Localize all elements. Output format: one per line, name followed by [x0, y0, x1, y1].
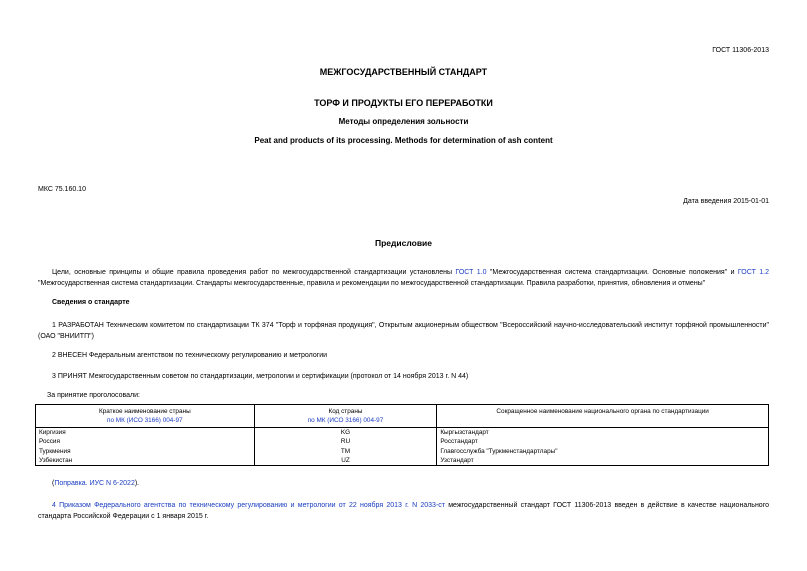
order-link[interactable]: 4 Приказом Федерального агентства по техническому регулированию и метрологии от 22 ноября 2013 г. N 2033-ст	[52, 502, 445, 509]
cell-code: TM	[254, 447, 437, 456]
cell-code: UZ	[254, 456, 437, 466]
cell-country: Киргизия	[36, 428, 255, 438]
header-code	[254, 405, 437, 428]
header-country	[36, 405, 255, 428]
header-country-link[interactable]: по МК (ИСО 3166) 004-97	[107, 417, 183, 424]
header-organ-text: Сокращенное наименование национального органа по стандартизации	[496, 408, 709, 415]
foreword-text: "Межгосударственная система стандартизации. Стандарты межгосударственные, правила и рекомендации по межгосударственной стандартизации. Правила разработки, принятия, обновления и отмены"	[38, 280, 706, 287]
item-1-developed: 1 РАЗРАБОТАН Техническим комитетом по стандартизации ТК 374 "Торф и торфяная продукция", Открытым акционерным обществом "Всероссийский научно-исследовательский институт торфяной промышленности" (ОАО "ВНИИТП")	[38, 322, 769, 340]
foreword-text: Цели, основные принципы и общие правила проведения работ по межгосударственной стандартизации установлены	[52, 269, 456, 276]
cell-code: RU	[254, 437, 437, 446]
header-organ	[437, 405, 769, 428]
cell-country: Россия	[36, 437, 255, 446]
table-row	[36, 456, 769, 466]
cell-code: KG	[254, 428, 437, 438]
cell-organ: Узстандарт	[437, 456, 769, 466]
amendment-link[interactable]: Поправка. ИУС N 6-2022	[54, 480, 135, 487]
cell-country: Туркмения	[36, 447, 255, 456]
cell-country: Узбекистан	[36, 456, 255, 466]
interstate-standard-label: МЕЖГОСУДАРСТВЕННЫЙ СТАНДАРТ	[319, 67, 488, 77]
document-title-english: Peat and products of its processing. Methods for determination of ash content	[254, 136, 553, 145]
gost-number: ГОСТ 11306-2013	[712, 47, 769, 54]
amendment-paren: ).	[134, 480, 140, 487]
table-row	[36, 447, 769, 456]
amendment-note	[52, 480, 139, 487]
header-code-link[interactable]: по МК (ИСО 3166) 004-97	[307, 417, 384, 424]
item-4-enacted	[38, 500, 769, 522]
table-row	[36, 428, 769, 438]
foreword-heading: Предисловие	[374, 238, 433, 248]
intro-date: Дата введения 2015-01-01	[683, 198, 769, 205]
foreword-text: "Межгосударственная система стандартизации. Основные положения" и	[486, 269, 738, 276]
table-row	[36, 437, 769, 446]
header-code-line1: Код страны	[328, 408, 363, 415]
cell-organ: Кыргызстандарт	[437, 428, 769, 438]
item-2-submitted: 2 ВНЕСЕН Федеральным агентством по техническому регулированию и метрологии	[52, 352, 328, 359]
header-country-line1: Краткое наименование страны	[98, 408, 191, 415]
voting-countries-table	[35, 404, 769, 466]
cell-organ: Росстандарт	[437, 437, 769, 446]
link-gost-1-0[interactable]: ГОСТ 1.0	[455, 269, 487, 276]
foreword-paragraph	[38, 267, 769, 289]
cell-organ: Главгосслужба "Туркменстандартлары"	[437, 447, 769, 456]
item-4-text: межгосударственный стандарт ГОСТ 11306-2013 введен в действие в качестве национального стандарта Российской Федерации с 1 января 2015 г.	[38, 502, 769, 520]
amendment-paren: (	[52, 480, 55, 487]
item-3-adopted: 3 ПРИНЯТ Межгосударственным советом по стандартизации, метрологии и сертификации (протокол от 14 ноября 2013 г. N 44)	[52, 373, 469, 380]
document-title: ТОРФ И ПРОДУКТЫ ЕГО ПЕРЕРАБОТКИ	[314, 98, 493, 108]
link-gost-1-2[interactable]: ГОСТ 1.2	[737, 269, 769, 276]
standard-info-heading: Сведения о стандарте	[52, 299, 130, 306]
document-subtitle: Методы определения зольности	[338, 117, 469, 126]
table-header-row	[36, 405, 769, 428]
mks-code: МКС 75.160.10	[38, 186, 86, 193]
voted-label: За принятие проголосовали:	[47, 392, 140, 399]
